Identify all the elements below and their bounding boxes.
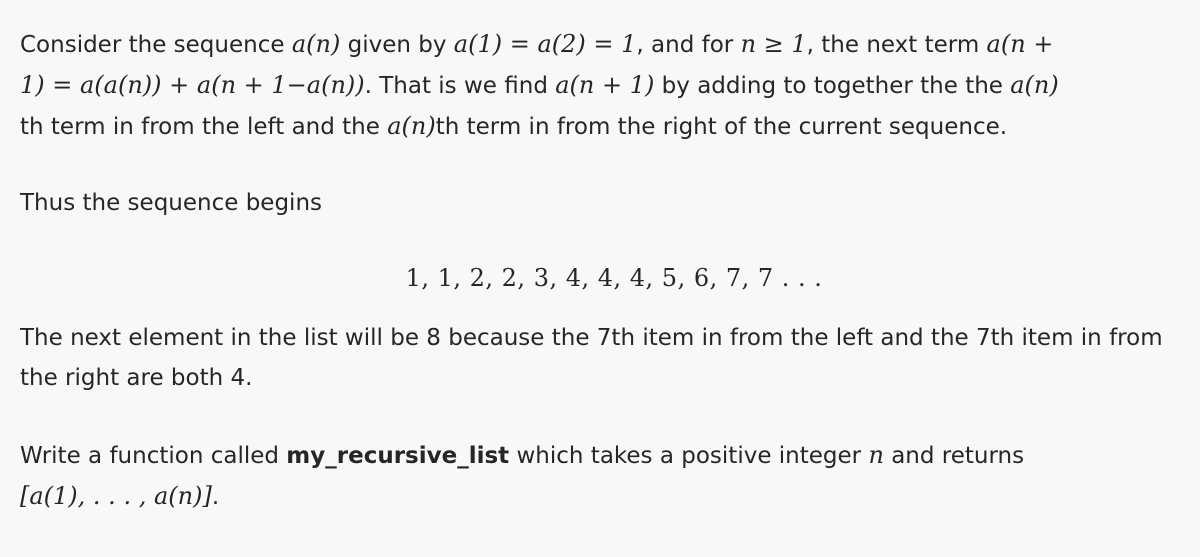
task-text-3: and returns	[883, 443, 1025, 469]
intro-text-1: Consider the sequence	[20, 32, 292, 58]
math-recurrence: 1) = a(a(n)) + a(n + 1−a(n))	[20, 71, 365, 99]
sequence-intro-text: Thus the sequence begins	[20, 190, 322, 216]
intro-text-5: . That is we find	[364, 73, 556, 99]
sequence-values: 1, 1, 2, 2, 3, 4, 4, 4, 5, 6, 7, 7 . . .	[405, 264, 823, 292]
math-n-condition: n ≥ 1	[740, 30, 807, 58]
math-a-n: a(n)	[291, 30, 341, 58]
math-a-n-2: a(n)	[1010, 71, 1059, 99]
intro-text-3: , and for	[636, 32, 741, 58]
next-element-paragraph: The next element in the list will be 8 because the 7th item in from the left and the 7th item in from the right are both 4.	[20, 325, 1163, 391]
math-return-list: [a(1), . . . , a(n)]	[20, 482, 212, 510]
function-name: my_recursive_list	[286, 443, 510, 469]
math-a-n-3: a(n)	[387, 112, 436, 140]
math-initial-conditions: a(1) = a(2) = 1	[453, 30, 637, 58]
intro-text-2: given by	[340, 32, 454, 58]
task-text-1: Write a function called	[20, 443, 287, 469]
intro-text-6: by adding to together the the	[654, 73, 1011, 99]
math-a-n-plus-1: a(n + 1)	[555, 71, 655, 99]
intro-text-8: th term in from the right of the current sequence.	[435, 114, 1008, 140]
intro-text-7: th term in from the left and the	[20, 114, 388, 140]
math-next-term-start: a(n +	[986, 30, 1054, 58]
task-text-2: which takes a positive integer	[509, 443, 869, 469]
sequence-display	[0, 258, 1200, 298]
intro-text-4: , the next term	[806, 32, 987, 58]
math-n: n	[868, 441, 884, 469]
intro-paragraph	[20, 24, 1185, 147]
task-text-4: .	[211, 484, 220, 510]
task-paragraph	[20, 435, 1185, 517]
